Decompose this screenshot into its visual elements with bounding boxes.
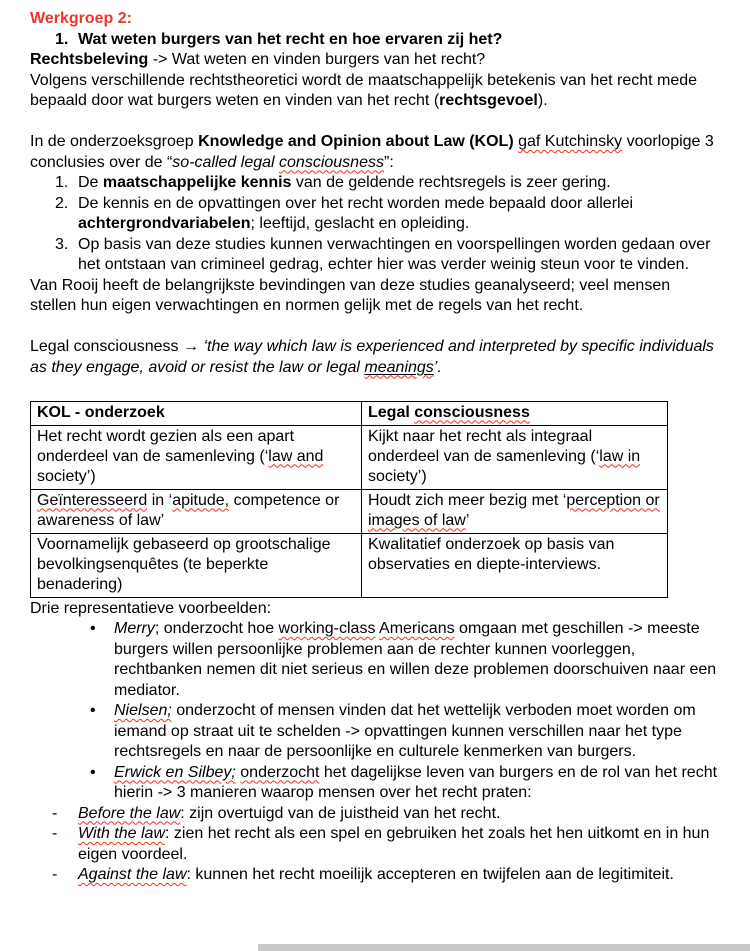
list-item-text [78, 235, 720, 276]
table-cell [362, 533, 668, 597]
table-header-row [31, 401, 668, 425]
text-run: Houdt zich meer bezig met ‘ [368, 491, 567, 509]
table-cell [31, 533, 362, 597]
text-run: consciousness [414, 403, 530, 421]
text-run: Erwick en Silbey; [114, 763, 236, 781]
table-row [31, 489, 668, 533]
text-run: KOL - onderzoek [37, 403, 165, 421]
page-title [30, 9, 720, 30]
list-marker: 2. [55, 194, 69, 212]
text-run: Legal [368, 403, 415, 421]
text-run: Before the law [78, 804, 181, 822]
text-run: onderzocht [240, 763, 320, 781]
text-run: Kwalitatief onderzoek op basis van observaties en diepte-interviews. [368, 535, 615, 573]
text-run [364, 359, 433, 376]
text-run: competence or awareness of law’ [37, 491, 340, 529]
text-run: meanings [364, 358, 434, 376]
list-marker: - [52, 825, 58, 842]
bullet-list-item [30, 763, 720, 804]
text-run: apitude, [172, 491, 230, 509]
page-edge-strip [258, 944, 750, 951]
list-item-text [78, 30, 720, 51]
text-run: van de geldende rechtsregels is zeer gering. [291, 174, 611, 191]
text-run: De kennis en de opvattingen over het recht worden mede bepaald door allerlei [78, 194, 634, 212]
dash-list-item [30, 824, 720, 865]
text-run: Merry [114, 620, 155, 637]
text-run: Van Rooij heeft de belangrijkste bevindingen van deze studies geanalyseerd; veel mensen stellen hun eigen verwachtingen en normen gelijk met de regels van het recht. [30, 276, 671, 314]
text-run: ; leeftijd, geslacht en opleiding. [250, 215, 470, 232]
text-run: perception or [566, 491, 660, 509]
num-list-item [30, 30, 720, 51]
list-marker: 3. [55, 235, 69, 253]
blank-line [30, 112, 720, 133]
text-run: achtergrondvariabelen [78, 215, 251, 232]
table-cell [362, 401, 668, 425]
comparison-table [30, 401, 668, 598]
table-cell [31, 425, 362, 489]
text-run: society’) [37, 467, 96, 485]
blank-line [30, 317, 720, 338]
text-run: working-class [278, 620, 376, 637]
paragraph [30, 337, 720, 378]
text-run: society’) [368, 467, 427, 485]
text-run: Wat weten burgers van het recht en hoe ervaren zij het? [78, 30, 503, 48]
text-run: maatschappelijke kennis [102, 174, 292, 191]
text-run: onderzocht of mensen vinden dat het wettelijk verboden moet worden om iemand op straat uit te schelden -> opvattingen kunnen verschillen naar het type rechtsregels en naar de persoonlijke en culturele kenmerken van burgers. [114, 702, 696, 760]
list-marker: 1. [55, 174, 69, 191]
text-run: Knowledge and Opinion about Law (KOL) [198, 133, 514, 150]
table-cell [362, 425, 668, 489]
text-run: With the law [78, 825, 165, 842]
list-item-text [114, 763, 720, 804]
text-run: so-called legal [172, 153, 280, 171]
text-run: ). [537, 92, 548, 109]
list-item-text [78, 865, 720, 886]
list-marker: • [90, 620, 96, 637]
text-run: Volgens verschillende rechtstheoretici wordt de maatschappelijk betekenis van het recht mede bepaald door wat burgers weten en vinden van het recht ( [30, 71, 698, 109]
text-run: in ‘ [147, 491, 173, 509]
list-marker: 1. [55, 30, 69, 48]
text-run: omgaan met geschillen -> meeste burgers willen persoonlijke problemen aan de rechter kunnen voorleggen, rechtbanken nemen dit niet serieus en willen deze problemen doorschuiven naar een mediator. [114, 620, 717, 699]
list-marker: • [90, 763, 96, 781]
text-run: voorlopige 3 conclusies over de “ [30, 133, 714, 171]
document-body [30, 9, 720, 886]
list-item-text [78, 824, 720, 865]
table-cell [31, 401, 362, 425]
text-run: ’ [465, 511, 470, 529]
text-run: Americans [379, 620, 455, 637]
num-list-item [30, 235, 720, 276]
dash-list-item [30, 804, 720, 825]
text-run: Het recht wordt gezien als een apart onderdeel van de samenleving (‘ [37, 427, 295, 465]
list-item-text [78, 173, 720, 194]
table-row [31, 533, 668, 597]
paragraph [30, 132, 720, 173]
text-run: gaf Kutchinsky [518, 133, 623, 150]
text-run: consciousness [279, 153, 384, 171]
text-run: Legal consciousness → [30, 338, 204, 355]
text-run: Op basis van deze studies kunnen verwachtingen en voorspellingen worden gedaan over het ontstaan van crimineel gedrag, echter hier was verder weinig steun voor te vinden. [78, 235, 711, 273]
text-run: Voornamelijk gebaseerd op grootschalige bevolkingsenquêtes (te beperkte benadering) [37, 535, 331, 593]
list-marker: - [52, 866, 58, 883]
paragraph [30, 71, 720, 112]
text-run: Drie representatieve voorbeelden: [30, 599, 272, 617]
paragraph [30, 50, 720, 71]
table-cell [31, 489, 362, 533]
text-run: : kunnen het recht moeilijk accepteren en twijfelen aan de legitimiteit. [186, 866, 674, 883]
blank-line [30, 378, 720, 399]
text-run: : zien het recht als een spel en gebruiken het zoals het hen uitkomt en in hun eigen voordeel. [78, 825, 710, 863]
text-run: Kijkt naar het recht als integraal onderdeel van de samenleving (‘ [368, 427, 600, 465]
paragraph [30, 276, 720, 317]
bullet-list-item [30, 619, 720, 701]
table-cell [362, 489, 668, 533]
paragraph [30, 599, 720, 620]
list-marker: - [52, 804, 58, 822]
num-list-item [30, 173, 720, 194]
bullet-list-item [30, 701, 720, 763]
dash-list-item [30, 865, 720, 886]
list-item-text [78, 194, 720, 235]
text-run: ‘the way which law is experienced and interpreted by specific individuals as they engage, avoid or resist the law or legal [30, 338, 714, 376]
table-row [31, 425, 668, 489]
list-item-text [114, 701, 720, 763]
text-run: law in [599, 447, 641, 465]
text-run: De [78, 174, 103, 191]
list-marker: • [90, 702, 96, 719]
text-run: images of law [368, 511, 466, 529]
text-run: -> Wat weten en vinden burgers van het recht? [148, 51, 486, 68]
text-run: In de onderzoeksgroep [30, 133, 199, 150]
text-run: rechtsgevoel [439, 92, 538, 109]
text-run: : zijn overtuigd van de juistheid van het recht. [180, 804, 501, 822]
text-run: ; onderzocht hoe [154, 620, 279, 637]
text-run: Geïnteresseerd [37, 491, 148, 509]
num-list-item [30, 194, 720, 235]
list-item-text [114, 619, 720, 701]
list-item-text [78, 804, 720, 825]
text-run: ’. [433, 358, 442, 376]
text-run: ”: [383, 153, 394, 171]
text-run: Nielsen; [114, 702, 172, 719]
text-run: Rechtsbeleving [30, 51, 149, 68]
text-run: Against the law [78, 866, 187, 883]
text-run: Werkgroep 2: [30, 10, 132, 27]
text-run: law and [268, 447, 324, 465]
text-run: het dagelijkse leven van burgers en de rol van het recht hierin -> 3 manieren waarop mensen over het recht praten: [114, 763, 718, 801]
